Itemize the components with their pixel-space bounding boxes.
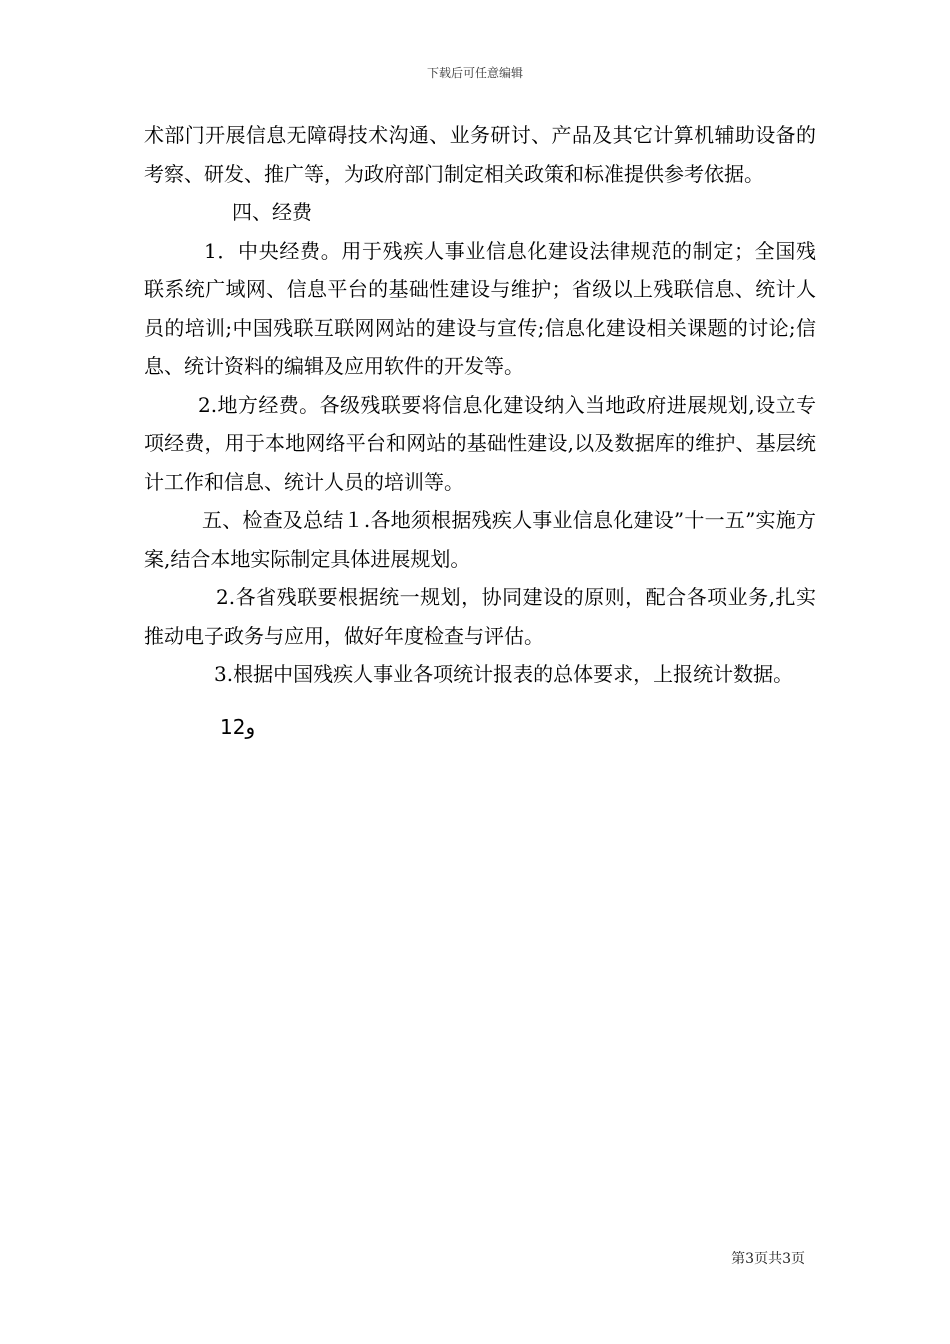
document-body: [144, 116, 816, 746]
stray-mark-text: 12و: [220, 714, 256, 739]
paragraph-local-funding: 2.地方经费。各级残联要将信息化建设纳入当地政府进展规划,设立专项经费，用于本地网络平台和网站的基础性建设,以及数据库的维护、基层统计工作和信息、统计人员的培训等。: [144, 392, 816, 494]
paragraph-province-plan: 2.各省残联要根据统一规划，协同建设的原则，配合各项业务,扎实推动电子政务与应用，做好年度检查与评估。: [144, 585, 816, 648]
page-header: 下载后可任意编辑: [426, 66, 523, 80]
paragraph-intro: 术部门开展信息无障碍技术沟通、业务研讨、产品及其它计算机辅助设备的考察、研发、推广等，为政府部门制定相关政策和标准提供参考依据。: [144, 123, 816, 186]
page-footer: 第3页共3页: [731, 1251, 805, 1267]
paragraph-statistics-report: 3.根据中国残疾人事业各项统计报表的总体要求，上报统计数据。: [214, 662, 794, 686]
section-heading-funding: 四、经费: [232, 200, 312, 224]
paragraph-inspection-summary: 五、检查及总结１.各地须根据残疾人事业信息化建设”十一五”实施方案,结合本地实际制定具体进展规划。: [144, 508, 816, 571]
paragraph-central-funding: 1．中央经费。用于残疾人事业信息化建设法律规范的制定；全国残联系统广域网、信息平台的基础性建设与维护；省级以上残联信息、统计人员的培训;中国残联互联网网站的建设与宣传;信息化建设相关课题的讨论;信息、统计资料的编辑及应用软件的开发等。: [144, 238, 816, 378]
